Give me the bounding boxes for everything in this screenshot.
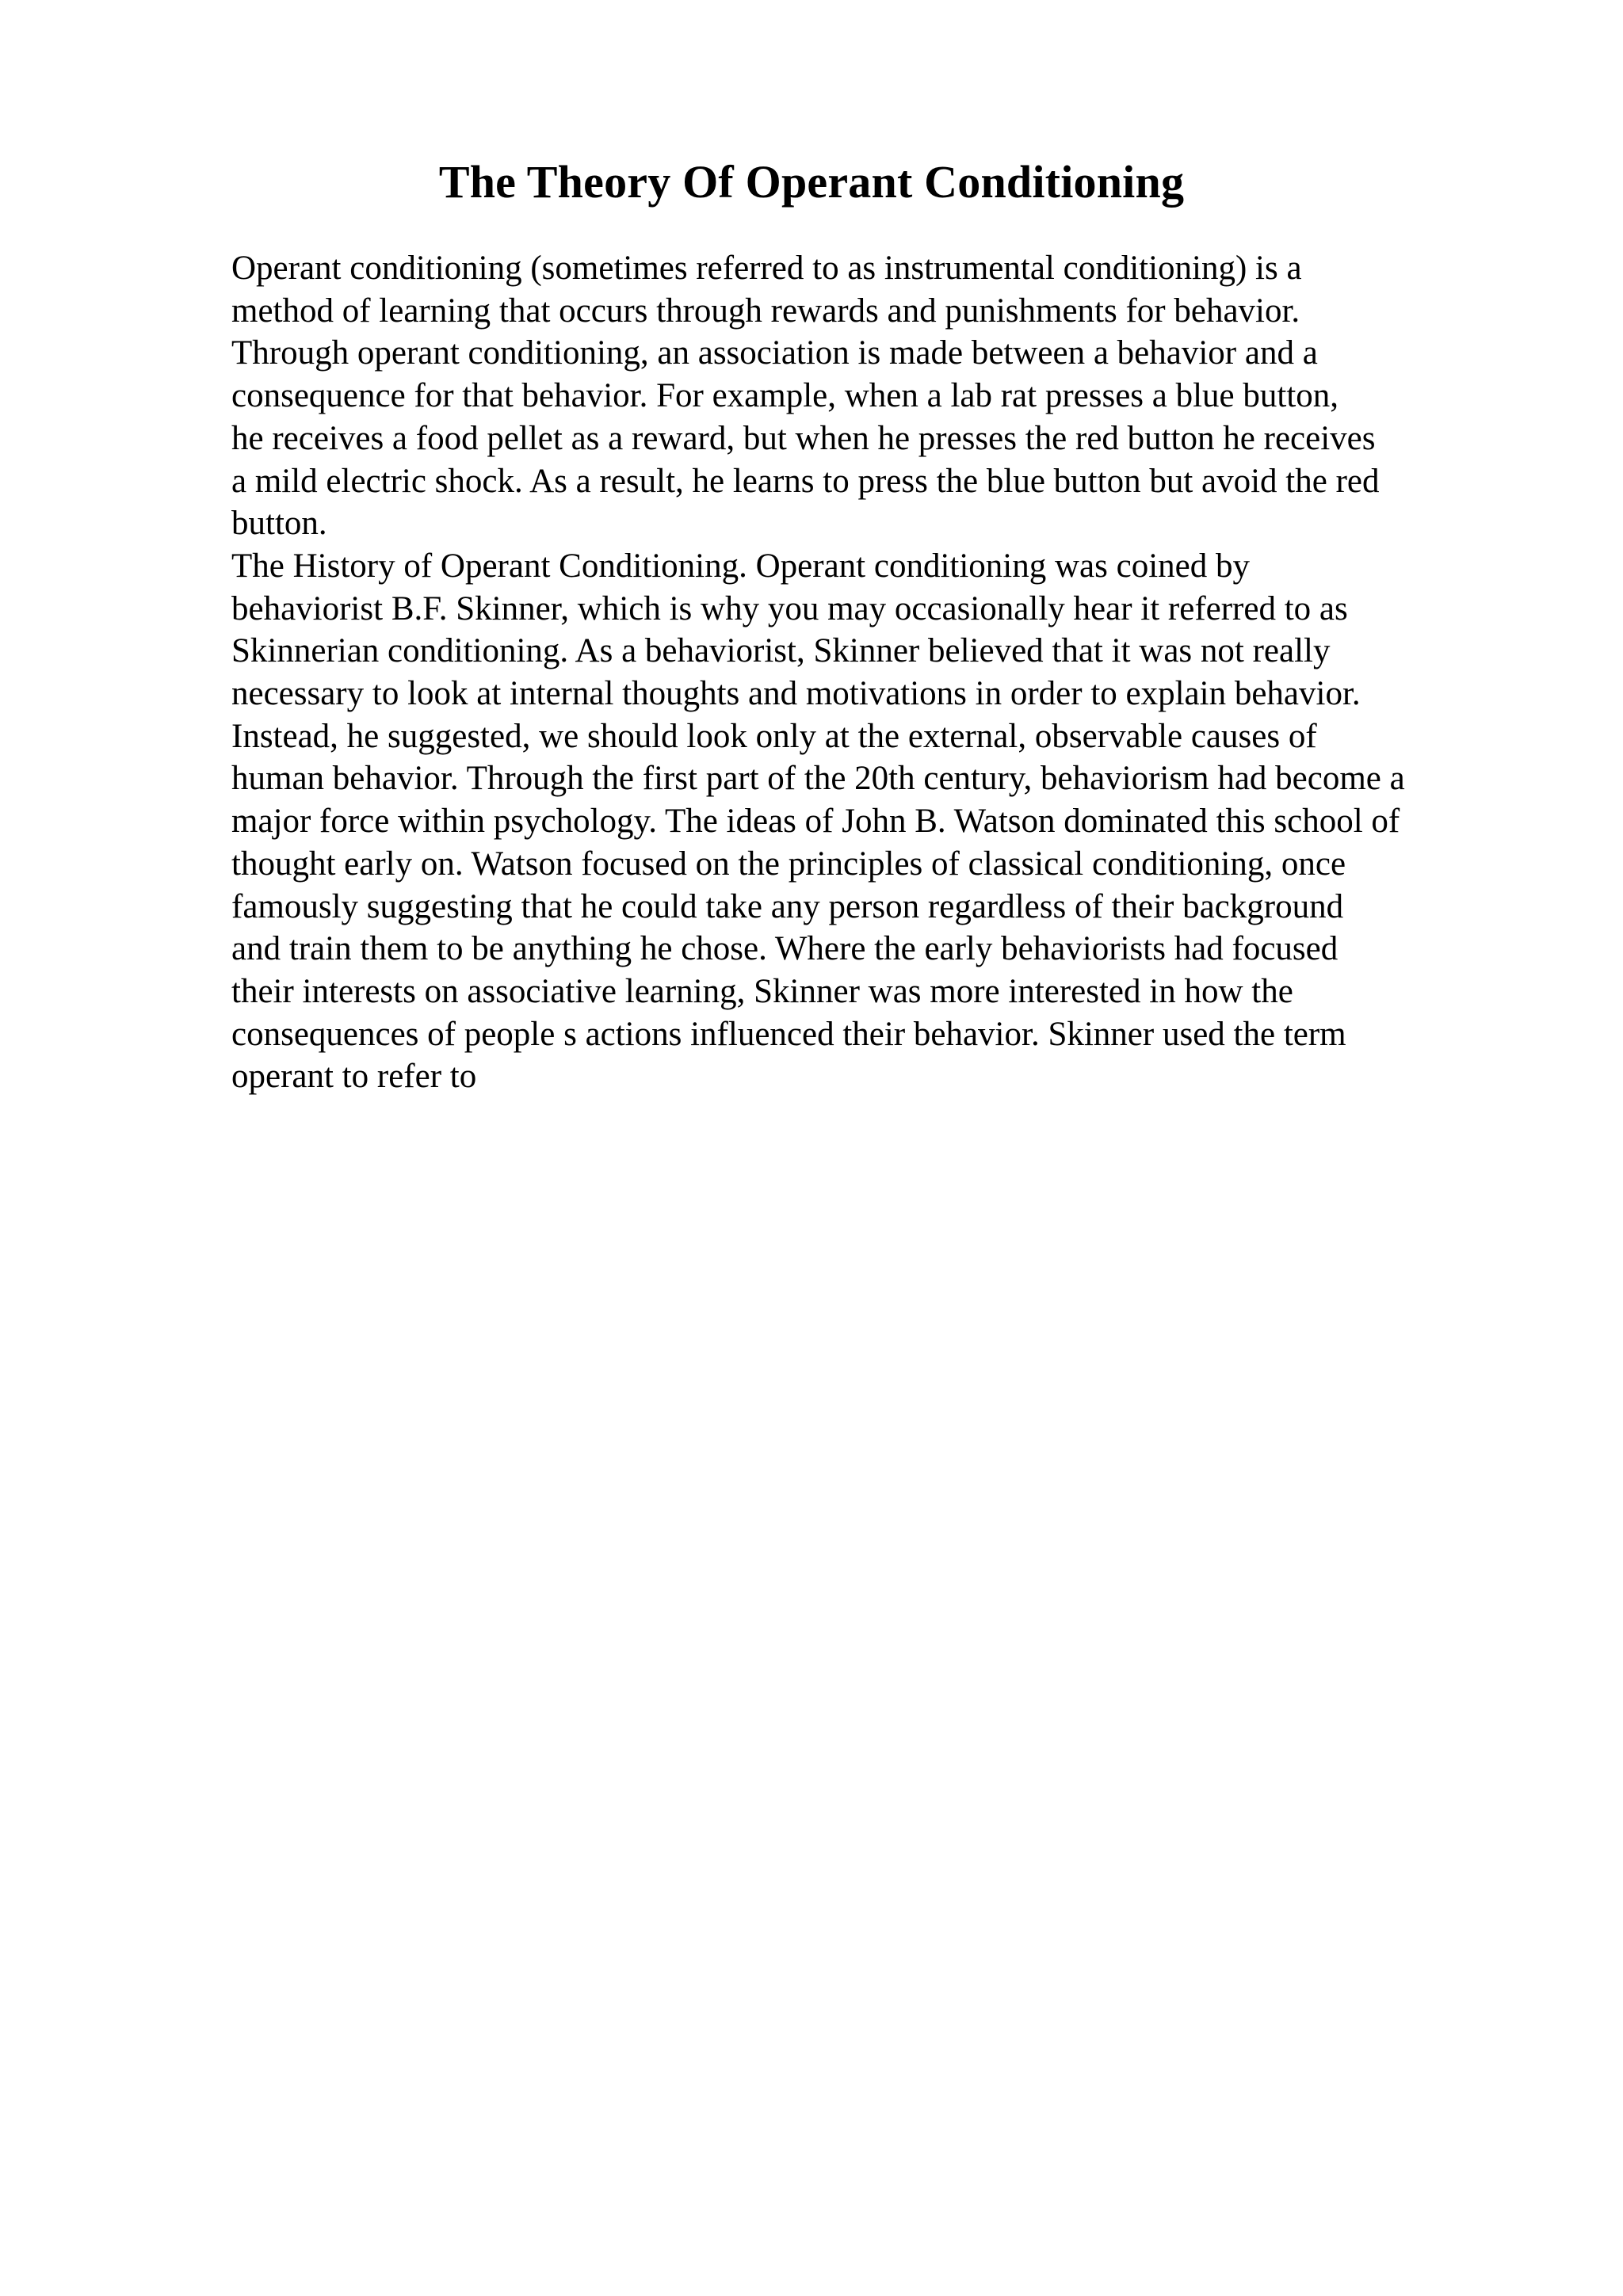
body-line: consequences of people s actions influenced their behavior. Skinner used the term [231, 1015, 1346, 1053]
body-line: human behavior. Through the first part of the 20th century, behaviorism had become a [231, 760, 1405, 798]
body-line: he receives a food pellet as a reward, but when he presses the red button he receives [231, 419, 1376, 457]
document-title: The Theory Of Operant Conditioning [438, 156, 1185, 208]
body-line: and train them to be anything he chose. Where the early behaviorists had focused [231, 930, 1338, 968]
body-line: Operant conditioning (sometimes referred to as instrumental conditioning) is a [231, 250, 1302, 287]
body-line: famously suggesting that he could take any person regardless of their background [231, 887, 1344, 925]
body-line: necessary to look at internal thoughts and motivations in order to explain behavior. [231, 675, 1361, 713]
body-line: The History of Operant Conditioning. Operant conditioning was coined by [231, 547, 1250, 585]
body-line: operant to refer to [231, 1058, 477, 1096]
body-line: method of learning that occurs through rewards and punishments for behavior. [231, 292, 1300, 330]
body-line: major force within psychology. The ideas of John B. Watson dominated this school of [231, 803, 1400, 841]
body-line: Skinnerian conditioning. As a behaviorist, Skinner believed that it was not really [231, 632, 1331, 670]
body-line: their interests on associative learning, Skinner was more interested in how the [231, 972, 1293, 1010]
body-line: behaviorist B.F. Skinner, which is why you may occasionally hear it referred to as [231, 589, 1348, 627]
body-line: consequence for that behavior. For example, when a lab rat presses a blue button, [231, 377, 1339, 415]
body-line: thought early on. Watson focused on the principles of classical conditioning, once [231, 845, 1346, 883]
body-line: Through operant conditioning, an association is made between a behavior and a [231, 334, 1318, 372]
document-body [231, 247, 1594, 1098]
body-line: Instead, he suggested, we should look only at the external, observable causes of [231, 717, 1317, 755]
body-line: button. [231, 505, 327, 543]
body-line: a mild electric shock. As a result, he learns to press the blue button but avoid the red [231, 462, 1380, 500]
